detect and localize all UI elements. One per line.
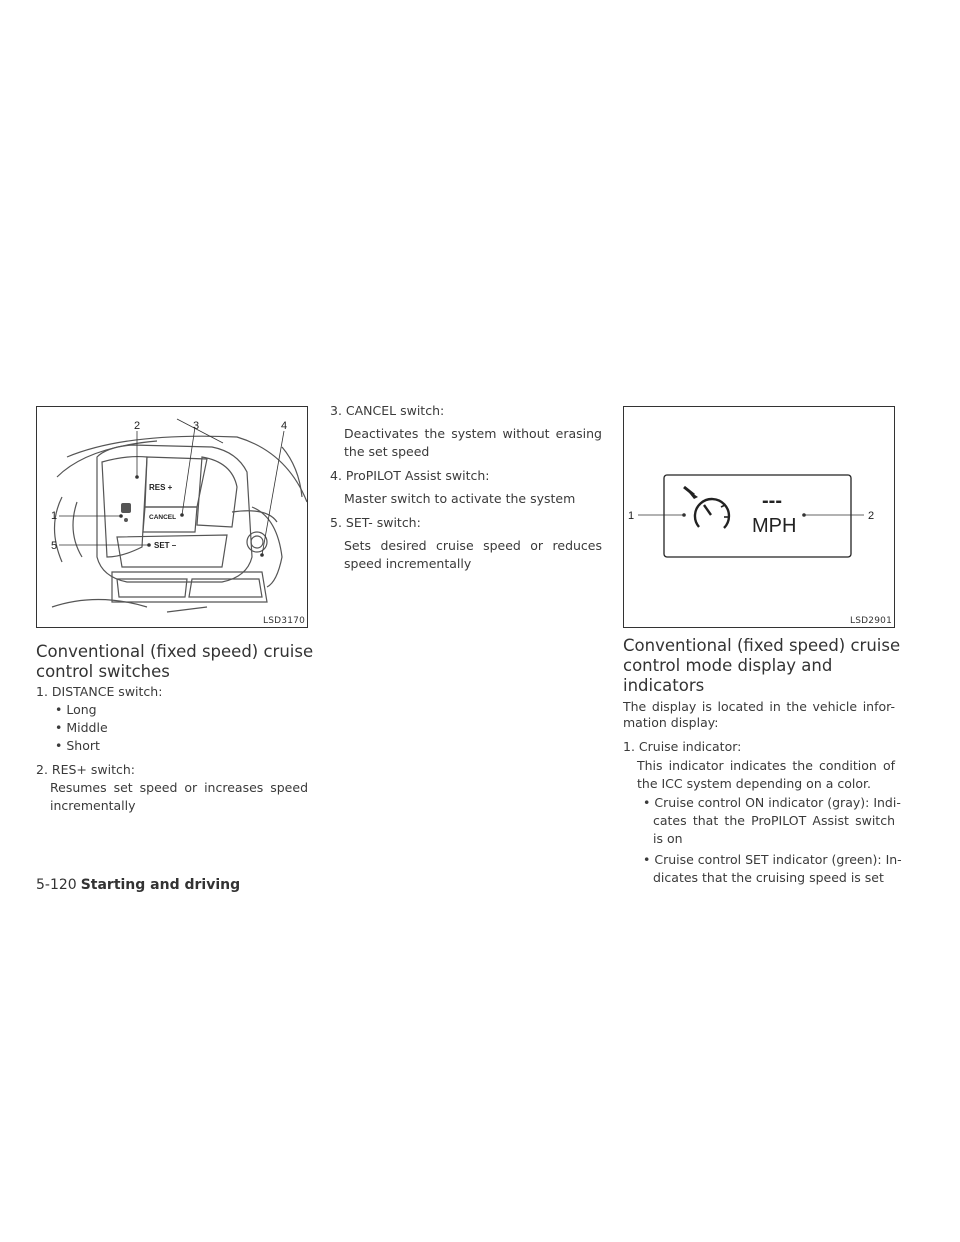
- list-item: is on: [653, 831, 683, 846]
- callout-5: 5: [51, 540, 58, 552]
- switches-list-continued: [330, 402, 602, 571]
- intro-line: The display is located in the vehicle infor-: [623, 699, 895, 714]
- speed-dashes: ---: [762, 490, 782, 512]
- list-item: 1. DISTANCE switch:: [36, 684, 163, 699]
- section-heading-display: Conventional (fixed speed) cruise control mode display and indicators: [623, 636, 901, 695]
- list-item: This indicator indicates the condition of: [637, 758, 895, 773]
- callout-1: 1: [51, 510, 58, 522]
- callout-3: 3: [193, 420, 200, 432]
- list-item: 5. SET- switch:: [330, 515, 421, 530]
- list-item: speed incrementally: [344, 556, 472, 571]
- page-number: 5-120: [36, 877, 77, 893]
- list-item: 1. Cruise indicator:: [623, 739, 742, 754]
- section-name: Starting and driving: [80, 877, 241, 893]
- list-item: the ICC system depending on a color.: [637, 776, 871, 791]
- figure-code: LSD3170: [263, 616, 305, 626]
- res-button-label: RES +: [149, 483, 173, 492]
- list-item: • Short: [55, 738, 100, 753]
- list-item: dicates that the cruising speed is set: [653, 870, 884, 885]
- section-heading-switches: Conventional (fixed speed) cruise control switches: [36, 642, 314, 681]
- list-item: Resumes set speed or increases speed: [50, 780, 308, 795]
- list-item: incrementally: [50, 798, 136, 813]
- callout-1: 1: [628, 510, 635, 522]
- list-item: 4. ProPILOT Assist switch:: [330, 468, 490, 483]
- figure-cruise-switches: [36, 406, 308, 628]
- list-item: Deactivates the system without erasing: [344, 426, 602, 441]
- callout-4: 4: [281, 420, 288, 432]
- list-item: Sets desired cruise speed or reduces: [344, 538, 602, 553]
- steering-switch-illustration: [37, 407, 308, 628]
- list-item: • Middle: [55, 720, 108, 735]
- list-item: • Long: [55, 702, 97, 717]
- speed-unit: MPH: [752, 515, 797, 537]
- list-item: Master switch to activate the system: [344, 491, 576, 506]
- list-item: 2. RES+ switch:: [36, 762, 135, 777]
- set-button-label: SET –: [154, 541, 177, 550]
- display-description: [623, 698, 902, 885]
- figure-code: LSD2901: [850, 616, 892, 626]
- cancel-button-label: CANCEL: [149, 514, 177, 521]
- switches-list: [36, 683, 308, 813]
- figure-cruise-display: [623, 406, 895, 628]
- list-item: • Cruise control ON indicator (gray): Indi-: [643, 795, 901, 810]
- list-item: 3. CANCEL switch:: [330, 403, 445, 418]
- display-illustration: [624, 407, 895, 628]
- list-item: cates that the ProPILOT Assist switch: [653, 813, 895, 828]
- page-footer: [36, 877, 240, 893]
- list-item: the set speed: [344, 444, 430, 459]
- callout-2: 2: [134, 420, 141, 432]
- list-item: • Cruise control SET indicator (green): In-: [643, 852, 902, 867]
- callout-2: 2: [868, 510, 875, 522]
- intro-line: mation display:: [623, 715, 719, 730]
